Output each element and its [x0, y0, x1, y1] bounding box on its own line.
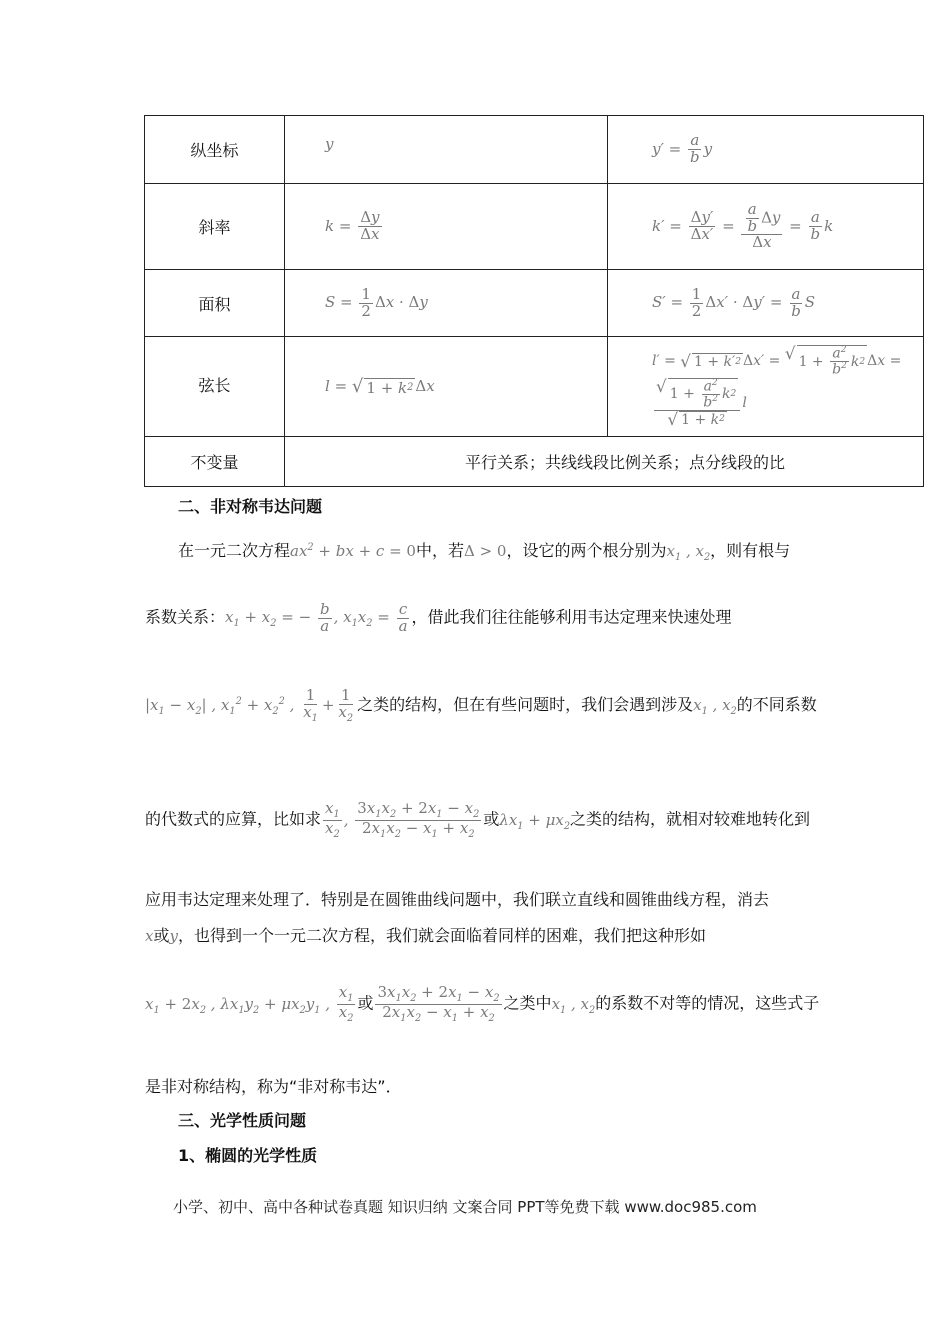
formula-transformed: l′ = √ 1 + k′ 2 Δx′ = √ 1 + $\frac{a^2}{b^2}$ k 2 Δx = √ 1 + $\frac{a^2}{b^2}$ k 2 √ 1 + k 2 l: [608, 337, 924, 437]
paragraph-line: 应用韦达定理来处理了．特别是在圆锥曲线问题中，我们联立直线和圆锥曲线方程，消去: [145, 890, 770, 909]
formula-transformed: y′ = $\frac{a}{b}$ y: [608, 116, 924, 184]
section-heading: 三、光学性质问题: [178, 1111, 307, 1130]
formula: $x_1$ , $x_2$: [693, 695, 737, 717]
text: 中，若: [415, 541, 464, 560]
paragraph-line: [145, 688, 817, 724]
text: ，则有根与: [710, 541, 791, 560]
text: 的不同系数: [736, 694, 817, 714]
affine-transform-table: [144, 115, 924, 487]
text: 或: [153, 926, 170, 945]
table-row: [145, 337, 924, 437]
text: ，也得到一个一元二次方程，我们就会面临着同样的困难，我们把这种形如: [177, 926, 706, 945]
text: 在一元二次方程: [178, 541, 291, 560]
paragraph-line: [178, 538, 790, 563]
row-label: 弦长: [145, 337, 285, 437]
formula: $x_1$ , $x_2$: [551, 994, 596, 1016]
text: 或: [357, 993, 374, 1013]
footer-banner: 小学、初中、高中各种试卷真题 知识归纳 文案合同 PPT等免费下载 www.doc985.com: [173, 1198, 757, 1216]
text: 的系数不对等的情况，这些式子: [595, 993, 820, 1013]
formula-original: S = $\frac{1}{2}$ Δx · Δy: [285, 270, 608, 337]
formula-original: y: [285, 116, 608, 184]
text: 之类的结构，但在有些问题时，我们会遇到涉及: [357, 694, 694, 714]
formula-original: l = √ 1 + k 2 Δx: [285, 337, 608, 437]
formula: $|x_1 - x_2|$ , $x_1^2 + x_2^2$ , $\frac{1}{x_1}$ + $\frac{1}{x_2}$: [145, 686, 354, 724]
text: ，借此我们往往能够利用韦达定理来快速处理: [411, 607, 732, 627]
formula: Δ > 0: [463, 542, 507, 560]
text: 之类中: [503, 993, 552, 1013]
row-label: 面积: [145, 270, 285, 337]
section-heading: 二、非对称韦达问题: [178, 497, 323, 516]
row-label: 纵坐标: [145, 116, 285, 184]
formula-transformed: S′ = $\frac{1}{2}$ Δx′ · Δy′ = $\frac{a}{b}$ S: [608, 270, 924, 337]
formula: $x_1$ , $x_2$: [666, 542, 711, 563]
text: 系数关系：: [145, 607, 226, 627]
formula: $\frac{x_1}{x_2}$ , $\frac{3x_1x_2 + 2x_1 - x_2}{2x_1x_2 - x_1 + x_2}$: [325, 799, 480, 841]
formula: $ax^2$ + bx + c = 0: [290, 542, 416, 560]
table-row: [145, 437, 924, 487]
formula: y: [169, 927, 178, 945]
text: 的代数式的应算，比如求: [145, 809, 322, 829]
text: ，设它的两个根分别为: [506, 541, 667, 560]
formula: x: [145, 927, 154, 945]
formula: $\frac{3x_1x_2 + 2x_1 - x_2}{2x_1x_2 - x_1 + x_2}$: [377, 983, 500, 1025]
row-label: 斜率: [145, 184, 285, 270]
formula: $x_1 + 2x_2$ , $\lambda x_1y_2 + \mu x_2y_1$ , $\frac{x_1}{x_2}$: [145, 983, 354, 1025]
text: 之类的结构，就相对较难地转化到: [570, 809, 811, 829]
row-label: 不变量: [145, 437, 285, 487]
paragraph-line: [145, 923, 706, 946]
table-row: [145, 116, 924, 184]
formula-transformed: k′ = $\frac{\Delta y'}{\Delta x'}$ = $\frac{a}{b}$ Δy Δx = $\frac{a}{b}$ k: [608, 184, 924, 270]
paragraph-line: [145, 602, 732, 635]
table-row: [145, 270, 924, 337]
formula: $\lambda x_1 + \mu x_2$: [499, 810, 571, 832]
paragraph-line: 是非对称结构，称为“非对称韦达”．: [145, 1077, 402, 1096]
table-row: [145, 184, 924, 270]
invariant-text: 平行关系；共线线段比例关系；点分线段的比: [285, 437, 924, 487]
paragraph-line: [145, 801, 810, 840]
paragraph-line: [145, 985, 819, 1024]
subsection-heading: 1、椭圆的光学性质: [178, 1146, 318, 1165]
formula-original: k = $\frac{\Delta y}{\Delta x}$: [285, 184, 608, 270]
text: 或: [483, 809, 500, 829]
formula: $x_1 + x_2$ = − $\frac{b}{a}$ , $x_1x_2$ = $\frac{c}{a}$: [225, 600, 408, 635]
